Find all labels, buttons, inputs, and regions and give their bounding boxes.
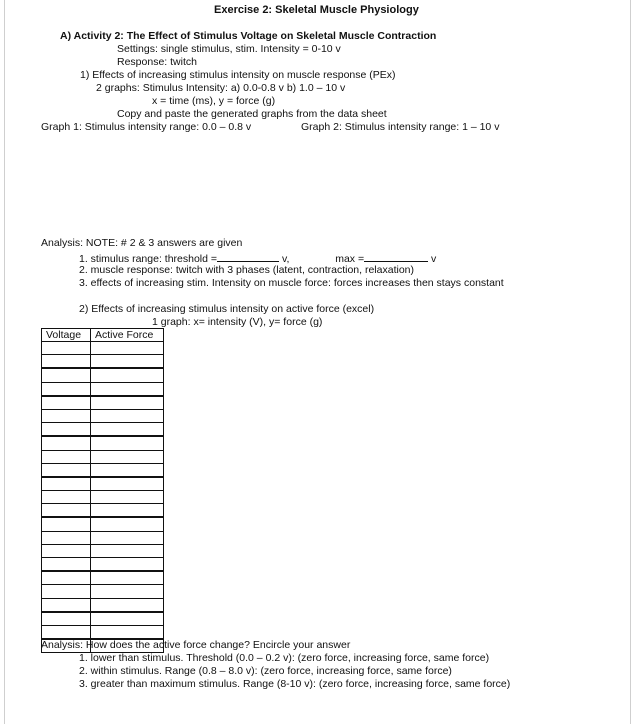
threshold-blank[interactable] xyxy=(217,251,279,262)
activity-item-1: 1) Effects of increasing stimulus intensity on muscle response (PEx) xyxy=(80,69,396,81)
active-force-cell[interactable] xyxy=(91,585,164,598)
table-header-row xyxy=(42,329,164,342)
voltage-cell[interactable] xyxy=(42,598,91,612)
active-force-cell[interactable] xyxy=(91,558,164,572)
active-force-cell[interactable] xyxy=(91,436,164,450)
active-force-header: Active Force xyxy=(91,329,164,342)
voltage-cell[interactable] xyxy=(42,558,91,572)
table-row xyxy=(42,409,164,422)
active-force-cell[interactable] xyxy=(91,517,164,531)
table-row xyxy=(42,504,164,518)
voltage-cell[interactable] xyxy=(42,477,91,491)
voltage-cell[interactable] xyxy=(42,436,91,450)
response-line: Response: twitch xyxy=(117,56,197,68)
voltage-cell[interactable] xyxy=(42,612,91,626)
table-row xyxy=(42,436,164,450)
active-force-cell[interactable] xyxy=(91,531,164,544)
active-force-cell[interactable] xyxy=(91,396,164,410)
table-row xyxy=(42,625,164,639)
data-table xyxy=(41,328,164,653)
active-force-cell[interactable] xyxy=(91,382,164,396)
active-force-cell[interactable] xyxy=(91,612,164,626)
table-row xyxy=(42,544,164,557)
voltage-cell[interactable] xyxy=(42,396,91,410)
active-force-cell[interactable] xyxy=(91,598,164,612)
graph-instruction: 1 graph: x= intensity (V), y= force (g) xyxy=(152,316,323,328)
active-force-cell[interactable] xyxy=(91,625,164,639)
table-row xyxy=(42,355,164,369)
voltage-cell[interactable] xyxy=(42,625,91,639)
voltage-cell[interactable] xyxy=(42,491,91,504)
table-row xyxy=(42,368,164,382)
table-row xyxy=(42,491,164,504)
threshold-unit: v, xyxy=(281,253,290,265)
voltage-cell[interactable] xyxy=(42,342,91,355)
active-force-cell[interactable] xyxy=(91,342,164,355)
active-force-cell[interactable] xyxy=(91,571,164,585)
active-force-cell[interactable] xyxy=(91,355,164,369)
voltage-cell[interactable] xyxy=(42,463,91,477)
analysis-2-answer-3: 3. greater than maximum stimulus. Range (8-10 v): (zero force, increasing force, same force) xyxy=(79,678,511,690)
graph-1-caption: Graph 1: Stimulus intensity range: 0.0 – 0.8 v xyxy=(41,121,252,133)
page-title: Exercise 2: Skeletal Muscle Physiology xyxy=(214,4,419,16)
activity-heading: A) Activity 2: The Effect of Stimulus Voltage on Skeletal Muscle Contraction xyxy=(60,30,437,42)
table-row xyxy=(42,598,164,612)
voltage-cell[interactable] xyxy=(42,409,91,422)
voltage-cell[interactable] xyxy=(42,571,91,585)
table-row xyxy=(42,571,164,585)
table-row xyxy=(42,477,164,491)
voltage-header: Voltage xyxy=(42,329,91,342)
voltage-cell[interactable] xyxy=(42,450,91,463)
voltage-cell[interactable] xyxy=(42,531,91,544)
table-row xyxy=(42,450,164,463)
active-force-cell[interactable] xyxy=(91,477,164,491)
voltage-cell[interactable] xyxy=(42,517,91,531)
table-row xyxy=(42,396,164,410)
voltage-cell[interactable] xyxy=(42,382,91,396)
active-force-cell[interactable] xyxy=(91,450,164,463)
table-row xyxy=(42,517,164,531)
active-force-cell[interactable] xyxy=(91,423,164,437)
analysis-2-heading: Analysis: How does the active force change? Encircle your answer xyxy=(41,639,351,651)
analysis-2-answer-2: 2. within stimulus. Range (0.8 – 8.0 v): (zero force, increasing force, same force) xyxy=(79,665,452,677)
table-row xyxy=(42,342,164,355)
analysis-2-answer-1: 1. lower than stimulus. Threshold (0.0 – 0.2 v): (zero force, increasing force, same force) xyxy=(79,652,490,664)
max-blank[interactable] xyxy=(364,251,428,262)
max-unit: v xyxy=(431,253,437,265)
voltage-cell[interactable] xyxy=(42,423,91,437)
voltage-cell[interactable] xyxy=(42,504,91,518)
table-row xyxy=(42,382,164,396)
copy-instruction: Copy and paste the generated graphs from the data sheet xyxy=(117,108,387,120)
active-force-cell[interactable] xyxy=(91,368,164,382)
settings-line: Settings: single stimulus, stim. Intensity = 0-10 v xyxy=(117,43,341,55)
threshold-label: 1. stimulus range: threshold = xyxy=(79,253,218,265)
axes-line: x = time (ms), y = force (g) xyxy=(152,95,276,107)
activity-item-2: 2) Effects of increasing stimulus intensity on active force (excel) xyxy=(79,303,375,315)
active-force-cell[interactable] xyxy=(91,409,164,422)
table-row xyxy=(42,558,164,572)
graphs-line: 2 graphs: Stimulus Intensity: a) 0.0-0.8 v b) 1.0 – 10 v xyxy=(96,82,346,94)
active-force-cell[interactable] xyxy=(91,463,164,477)
voltage-cell[interactable] xyxy=(42,355,91,369)
graph-2-caption: Graph 2: Stimulus intensity range: 1 – 10 v xyxy=(301,121,500,133)
active-force-cell[interactable] xyxy=(91,491,164,504)
analysis-1-question-2: 2. muscle response: twitch with 3 phases (latent, contraction, relaxation) xyxy=(79,264,414,276)
active-force-cell[interactable] xyxy=(91,504,164,518)
table-row xyxy=(42,585,164,598)
voltage-cell[interactable] xyxy=(42,544,91,557)
active-force-cell[interactable] xyxy=(91,544,164,557)
voltage-cell[interactable] xyxy=(42,585,91,598)
max-label: max = xyxy=(335,253,365,265)
analysis-1-heading: Analysis: NOTE: # 2 & 3 answers are given xyxy=(41,237,243,249)
voltage-cell[interactable] xyxy=(42,368,91,382)
table-row xyxy=(42,612,164,626)
table-row xyxy=(42,463,164,477)
table-row xyxy=(42,531,164,544)
table-row xyxy=(42,423,164,437)
analysis-1-question-3: 3. effects of increasing stim. Intensity on muscle force: forces increases then stays constant xyxy=(79,277,504,289)
